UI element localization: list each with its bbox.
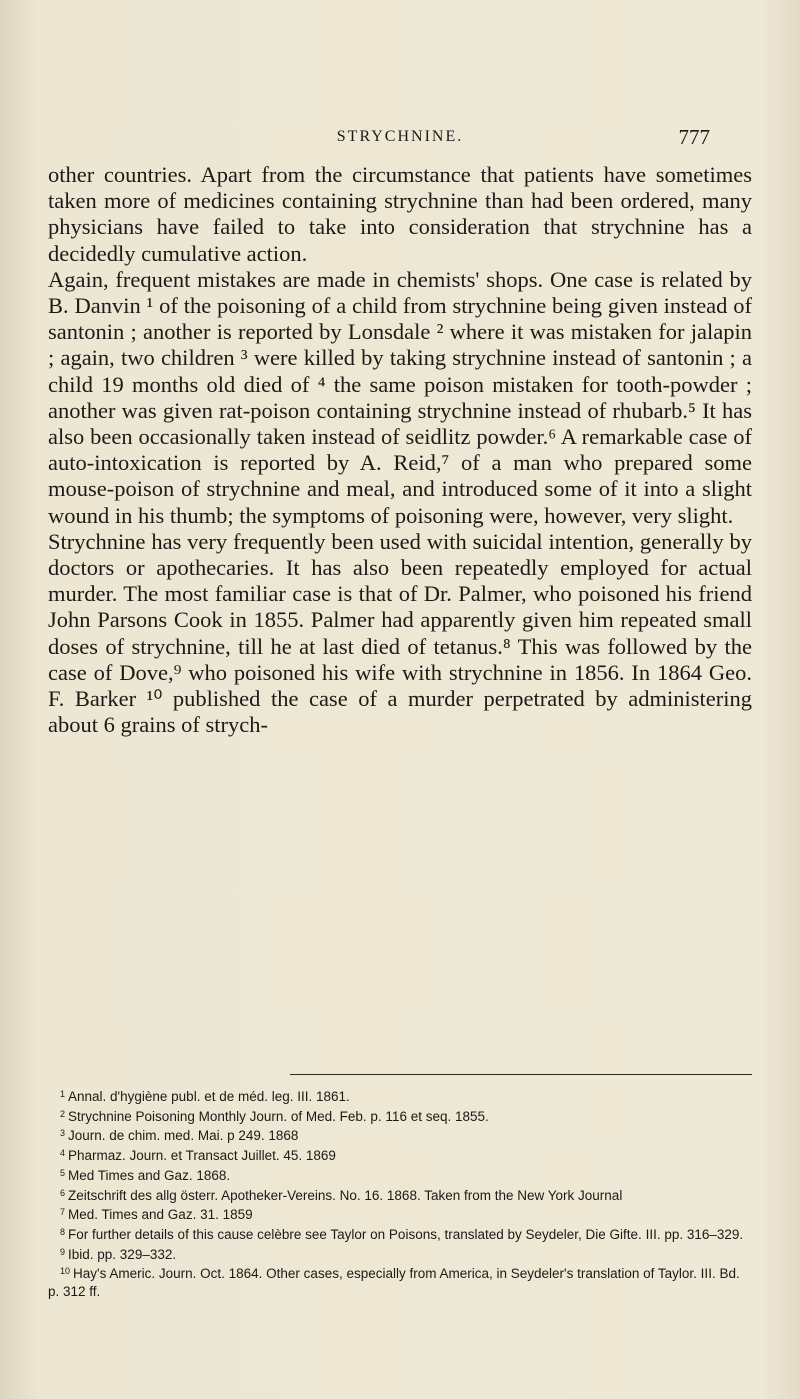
page-header [0, 125, 800, 152]
paragraph: Again, frequent mistakes are made in chemists' shops. One case is related by B. Danvin ¹ of the poisoning of a child from strychnine being given instead of santonin ; another is reported by Lonsdale ² where it was mistaken for jalapin ; again, two children ³ were killed by taking strychnine instead of santonin ; a child 19 months old died of ⁴ the same poison mistaken for tooth-powder ; another was given rat-poison containing strychnine instead of rhubarb.⁵ It has also been occasionally taken instead of seidlitz powder.⁶ A remarkable case of auto-intoxication is reported by A. Reid,⁷ of a man who prepared some mouse-poison of strychnine and meal, and introduced some of it into a slight wound in his thumb; the symptoms of poisoning were, however, very slight. [48, 266, 752, 528]
footnote [48, 1086, 752, 1106]
paragraph: Strychnine has very frequently been used with suicidal intention, generally by doctors or apothecaries. It has also been repeatedly employed for actual murder. The most familiar case is that of Dr. Palmer, who poisoned his friend John Parsons Cook in 1855. Palmer had apparently given him repeated small doses of strychnine, till he at last died of tetanus.⁸ This was followed by the case of Dove,⁹ who poisoned his wife with strychnine in 1856. In 1864 Geo. F. Barker ¹⁰ published the case of a murder perpetrated by administering about 6 grains of strych- [48, 528, 752, 738]
page-number: 777 [678, 125, 710, 149]
footnote-text: Journ. de chim. med. Mai. p 249. 1868 [68, 1128, 299, 1144]
footnote [48, 1106, 752, 1126]
footnote-divider [290, 1074, 752, 1075]
footnote [48, 1244, 752, 1264]
footnote-text: Annal. d'hygiène publ. et de méd. leg. III. 1861. [68, 1089, 350, 1104]
footnote-mark: 1 [60, 1089, 66, 1099]
footnote-text: For further details of this cause celèbre see Taylor on Poisons, translated by Seydeler, Die Gifte. III. pp. 316–329. [68, 1226, 744, 1242]
footnote [48, 1263, 752, 1300]
footnote-text: Strychnine Poisoning Monthly Journ. of Med. Feb. p. 116 et seq. 1855. [68, 1108, 489, 1124]
footnote [48, 1145, 752, 1165]
footnote [48, 1125, 752, 1145]
running-head: STRYCHNINE. [336, 128, 464, 145]
footnote-mark: 2 [60, 1108, 66, 1119]
paragraph: other countries. Apart from the circumstance that patients have sometimes taken more of medicines containing strychnine than had been ordered, many physicians have failed to take into consideration that strychnine has a decidedly cumulative action. [48, 162, 752, 266]
footnote [48, 1204, 752, 1224]
footnote-mark: 5 [60, 1167, 66, 1178]
footnote-mark: 7 [60, 1207, 66, 1218]
footnote-mark: 6 [60, 1187, 66, 1198]
footnote-text: Zeitschrift des allg österr. Apotheker-Vereins. No. 16. 1868. Taken from the New York Journal [68, 1187, 623, 1203]
footnote-mark: 4 [60, 1148, 66, 1159]
footnotes [48, 1086, 752, 1301]
footnote [48, 1165, 752, 1185]
footnote-text: Med Times and Gaz. 1868. [68, 1167, 231, 1183]
footnote-text: Hay's Americ. Journ. Oct. 1864. Other cases, especially from America, in Seydeler's translation of Taylor. III. Bd. p. 312 ff. [48, 1266, 740, 1300]
footnote-mark: 3 [60, 1128, 66, 1139]
footnote [48, 1224, 752, 1244]
footnote-mark: 8 [60, 1226, 66, 1237]
footnote-mark: 10 [60, 1266, 71, 1277]
footnote-text: Ibid. pp. 329–332. [68, 1246, 177, 1262]
footnote-mark: 9 [60, 1246, 66, 1257]
footnote [48, 1185, 752, 1205]
body-text [48, 162, 752, 738]
footnote-text: Med. Times and Gaz. 31. 1859 [68, 1207, 253, 1223]
footnote-text: Pharmaz. Journ. et Transact Juillet. 45. 1869 [68, 1148, 336, 1164]
